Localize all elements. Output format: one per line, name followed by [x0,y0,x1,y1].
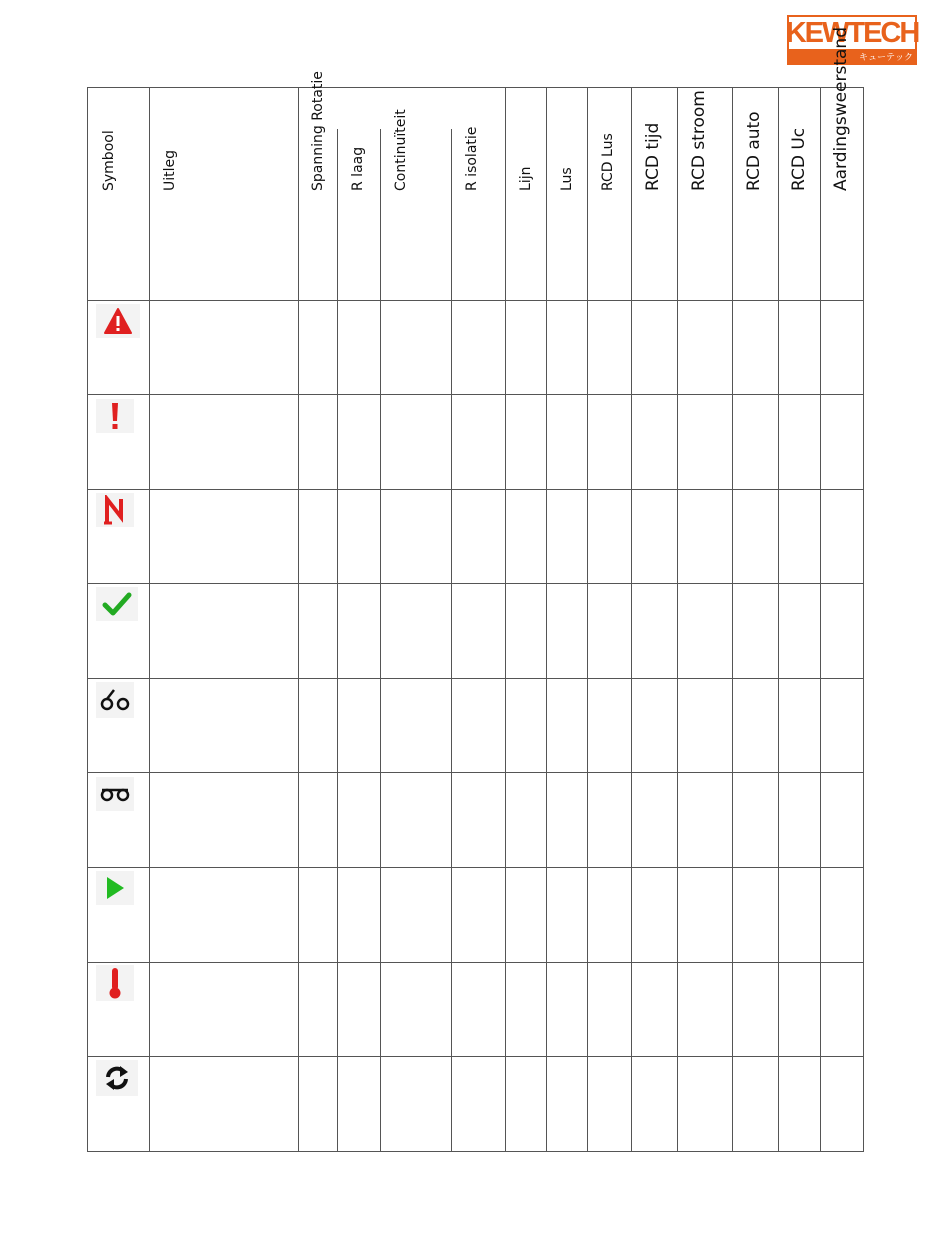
header-spanning-rotatie: Spanning Rotatie [310,71,326,191]
column-divider [820,87,821,1152]
header-symbool: Symbool [101,130,117,191]
warning-triangle-icon [96,304,140,338]
open-link-icon [96,682,134,718]
column-divider [505,87,506,1152]
column-divider [631,87,632,1152]
header-r-isolatie: R isolatie [464,126,480,191]
header-lijn: Lijn [518,166,534,191]
column-divider [778,87,779,1152]
header-rcd-tijd: RCD tijd [643,122,663,191]
row-divider [87,489,864,490]
logo-text: KEWTECH [785,16,919,49]
play-icon [96,871,134,905]
header-rcd-stroom: RCD stroom [689,90,709,191]
column-divider [380,129,381,1152]
header-lus: Lus [559,167,575,191]
swap-arrows-icon [96,1060,138,1096]
row-divider [87,867,864,868]
header-divider [87,300,864,301]
thermometer-icon [96,965,134,1001]
column-divider [677,87,678,1152]
logo-subtitle: キューテック [787,51,917,65]
column-divider [587,87,588,1152]
row-divider [87,678,864,679]
header-continuiteit: Continuïteit [393,109,409,191]
kewtech-logo [787,15,917,65]
checkmark-icon [96,587,138,621]
header-uitleg: Uitleg [162,149,178,191]
row-divider [87,583,864,584]
symbol-table [87,27,864,1152]
column-divider [149,87,150,1152]
header-aardingsweerstand: Aardingsweerstand [831,27,851,191]
table-border-left [87,87,88,1152]
header-r-laag: R laag [350,146,366,191]
exclamation-icon [96,399,134,433]
n-polarity-icon [96,493,134,527]
row-divider [87,962,864,963]
row-divider [87,772,864,773]
column-divider [732,87,733,1152]
column-divider [546,87,547,1152]
row-divider [87,394,864,395]
column-divider [337,129,338,1152]
header-rcd-uc: RCD Uc [789,127,809,191]
closed-link-icon [96,777,134,811]
column-divider [298,87,299,1152]
header-rcd-auto: RCD auto [744,111,764,191]
row-divider [87,1056,864,1057]
table-border-top [87,87,864,88]
table-border-right [863,87,864,1152]
table-border-bottom [87,1151,864,1152]
column-divider [451,129,452,1152]
header-rcd-lus: RCD Lus [600,133,616,191]
